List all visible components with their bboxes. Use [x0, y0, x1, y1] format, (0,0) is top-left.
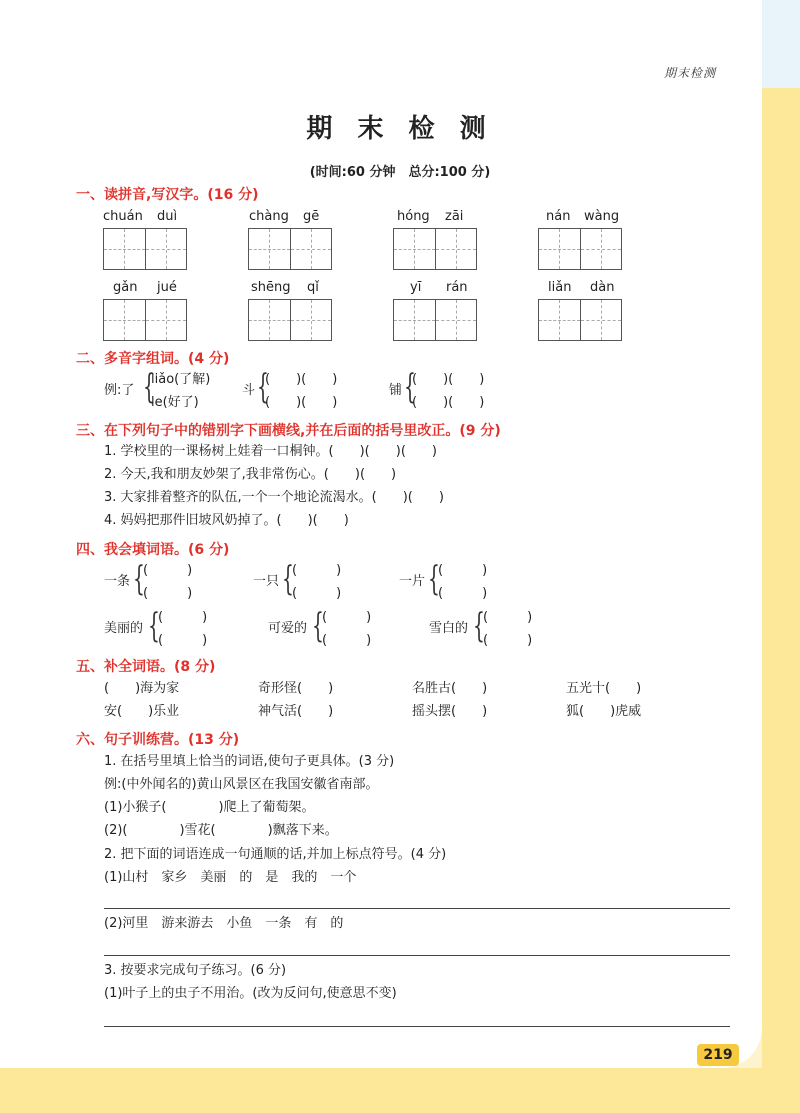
pinyin: shēng	[251, 280, 291, 295]
correction-line: 1. 学校里的一课杨树上娃着一口桐钟。( )( )( )	[104, 444, 437, 459]
writing-grid[interactable]	[393, 299, 477, 341]
writing-grid[interactable]	[248, 299, 332, 341]
pinyin: zāi	[445, 209, 464, 224]
idiom-item: 奇形怪( )	[258, 681, 334, 696]
brace: {	[148, 606, 160, 646]
pinyin: qǐ	[307, 280, 319, 295]
page-subtitle: (时间:60 分钟 总分:100 分)	[309, 165, 491, 180]
brace: {	[404, 367, 416, 407]
answer-blank[interactable]: ( )( )	[265, 395, 338, 410]
question-3-item: (1)叶子上的虫子不用治。(改为反问句,使意思不变)	[104, 986, 397, 1001]
answer-blank[interactable]: ( )	[292, 563, 342, 578]
brace: {	[257, 367, 269, 407]
idiom-item: 神气活( )	[258, 704, 334, 719]
answer-blank[interactable]: ( )	[158, 633, 208, 648]
page-title: 期 末 检 测	[306, 114, 494, 144]
measure-word: 一条	[104, 574, 131, 589]
answer-line[interactable]	[104, 1026, 730, 1027]
section-1-heading: 一、读拼音,写汉字。(16 分)	[76, 187, 259, 203]
answer-blank[interactable]: ( )( )	[412, 395, 485, 410]
answer-blank[interactable]: ( )( )	[412, 372, 485, 387]
correction-line: 2. 今天,我和朋友妙架了,我非常伤心。( )( )	[104, 467, 397, 482]
question-1-item: (1)小猴子( )爬上了葡萄架。	[104, 800, 315, 815]
example-label: 例:了	[104, 383, 135, 398]
pinyin: jué	[157, 280, 177, 295]
brace: {	[428, 559, 440, 599]
correction-line: 3. 大家排着整齐的队伍,一个一个地论流渴水。( )( )	[104, 490, 444, 505]
section-6-heading: 六、句子训练营。(13 分)	[76, 732, 240, 748]
section-5-heading: 五、补全词语。(8 分)	[76, 659, 216, 675]
idiom-item: 五光十( )	[566, 681, 642, 696]
question-3: 3. 按要求完成句子练习。(6 分)	[104, 963, 287, 978]
question-2-item: (1)山村 家乡 美丽 的 是 我的 一个	[104, 870, 357, 885]
writing-grid[interactable]	[103, 299, 187, 341]
brace: {	[312, 606, 324, 646]
answer-blank[interactable]: ( )	[158, 610, 208, 625]
polyphone-char: 铺	[389, 383, 403, 398]
writing-grid[interactable]	[393, 228, 477, 270]
answer-blank[interactable]: ( )	[292, 586, 342, 601]
correction-line: 4. 妈妈把那件旧坡风奶掉了。( )( )	[104, 513, 349, 528]
section-4-heading: 四、我会填词语。(6 分)	[76, 542, 230, 558]
answer-blank[interactable]: ( )	[438, 586, 488, 601]
writing-grid[interactable]	[538, 228, 622, 270]
bottom-band	[0, 1068, 800, 1113]
idiom-item: 狐( )虎威	[566, 704, 642, 719]
example-reading: liǎo(了解)	[151, 372, 211, 387]
question-2: 2. 把下面的词语连成一句通顺的话,并加上标点符号。(4 分)	[104, 847, 447, 862]
writing-grid[interactable]	[103, 228, 187, 270]
question-2-item: (2)河里 游来游去 小鱼 一条 有 的	[104, 916, 344, 931]
answer-blank[interactable]: ( )	[483, 610, 533, 625]
page-number: 219	[697, 1044, 739, 1066]
polyphone-char: 斗	[242, 383, 256, 398]
pinyin: wàng	[584, 209, 620, 224]
brace: {	[133, 559, 145, 599]
brace: {	[282, 559, 294, 599]
writing-grid[interactable]	[248, 228, 332, 270]
answer-blank[interactable]: ( )	[483, 633, 533, 648]
running-header: 期末检测	[663, 66, 716, 80]
idiom-item: 安( )乐业	[104, 704, 180, 719]
answer-line[interactable]	[104, 908, 730, 909]
writing-grid[interactable]	[538, 299, 622, 341]
example-reading: le(好了)	[151, 395, 199, 410]
pinyin: yī	[410, 280, 422, 295]
measure-word: 一只	[253, 574, 280, 589]
answer-blank[interactable]: ( )( )	[265, 372, 338, 387]
answer-blank[interactable]: ( )	[143, 586, 193, 601]
section-3-heading: 三、在下列句子中的错别字下画横线,并在后面的括号里改正。(9 分)	[76, 423, 501, 439]
idiom-item: 名胜古( )	[412, 681, 488, 696]
right-band	[762, 88, 800, 1113]
section-2-heading: 二、多音字组词。(4 分)	[76, 351, 230, 367]
question-1-item: (2)( )雪花( )飘落下来。	[104, 823, 338, 838]
pinyin: liǎn	[548, 280, 572, 295]
pinyin: rán	[446, 280, 468, 295]
answer-blank[interactable]: ( )	[322, 633, 372, 648]
pinyin: duì	[157, 209, 178, 224]
answer-blank[interactable]: ( )	[322, 610, 372, 625]
brace: {	[143, 367, 155, 407]
pinyin: dàn	[590, 280, 615, 295]
pinyin: gǎn	[113, 280, 138, 295]
pinyin: chàng	[249, 209, 289, 224]
measure-word: 一片	[399, 574, 426, 589]
adjective-word: 美丽的	[104, 621, 144, 636]
brace: {	[473, 606, 485, 646]
idiom-item: 摇头摆( )	[412, 704, 488, 719]
answer-blank[interactable]: ( )	[143, 563, 193, 578]
pinyin: nán	[546, 209, 571, 224]
adjective-word: 可爱的	[268, 621, 308, 636]
adjective-word: 雪白的	[429, 621, 469, 636]
question-1: 1. 在括号里填上恰当的词语,使句子更具体。(3 分)	[104, 754, 395, 769]
question-1-example: 例:(中外闻名的)黄山风景区在我国安徽省南部。	[104, 777, 379, 792]
idiom-item: ( )海为家	[104, 681, 180, 696]
pinyin: chuán	[103, 209, 143, 224]
answer-line[interactable]	[104, 955, 730, 956]
pinyin: gē	[303, 209, 320, 224]
answer-blank[interactable]: ( )	[438, 563, 488, 578]
pinyin: hóng	[397, 209, 430, 224]
